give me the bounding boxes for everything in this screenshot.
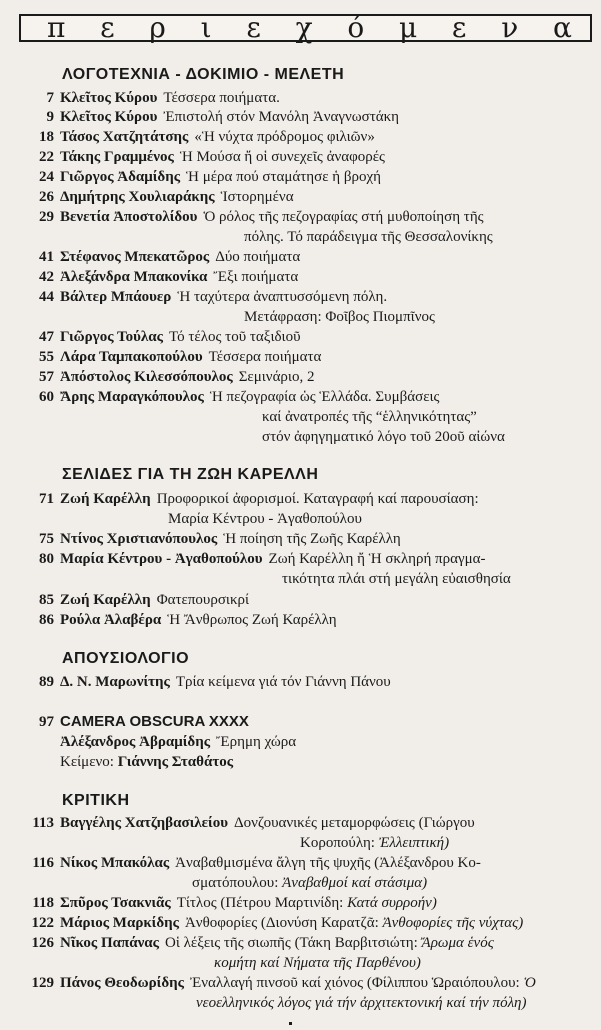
work-title-italic: Ἀναβαθμοί καί στάσιμα): [282, 875, 428, 891]
toc-entry: [14, 288, 589, 307]
toc-entry: [14, 328, 589, 347]
title-letter: π: [47, 11, 66, 44]
work-title-italic: Ὁ: [523, 975, 536, 991]
page-number: 85: [39, 592, 54, 608]
page-number: 41: [39, 249, 54, 265]
page-number: 60: [39, 389, 54, 405]
page-number: 29: [39, 209, 54, 225]
author: Βενετία Ἀποστολίδου: [60, 209, 198, 225]
section-heading: ΑΠΟΥΣΙΟΛΟΓΙΟ: [62, 650, 190, 667]
page-number: 71: [39, 491, 54, 507]
work-title: Ἡ πεζογραφία ὡς Ἑλλάδα. Συμβάσεις: [209, 389, 440, 405]
author: Στέφανος Μπεκατῶρος: [60, 249, 210, 265]
work-title-continued: Μετάφραση: Φοῖβος Πιομπῖνος: [244, 309, 435, 325]
author: Δ. Ν. Μαρωνίτης: [60, 674, 170, 690]
author: Νίκος Μπακόλας: [60, 855, 170, 871]
toc-entry: [14, 934, 589, 953]
work-title: Δύο ποιήματα: [215, 249, 301, 265]
author: Ἀλεξάνδρα Μπακονίκα: [60, 269, 208, 285]
work-title: Προφορικοί ἀφορισμοί. Καταγραφή καί παρουσίαση:: [156, 491, 479, 507]
work-title: Οἱ λέξεις τῆς σιωπῆς (Τάκη Βαρβιτσιώτη:: [165, 935, 418, 951]
work-title: Ἡ ποίηση τῆς Ζωῆς Καρέλλη: [223, 531, 401, 547]
author: Γιῶργος Τούλας: [60, 329, 163, 345]
work-title: Ζωή Καρέλλη ἤ Ἡ σκληρή πραγμα-: [268, 551, 486, 567]
author: Ζωή Καρέλλη: [60, 491, 151, 507]
work-title: Τό τέλος τοῦ ταξιδιοῦ: [169, 329, 301, 345]
toc-entry: [14, 388, 589, 407]
page-number: 116: [32, 855, 54, 871]
work-title: Τρία κείμενα γιά τόν Γιάννη Πάνου: [175, 674, 391, 690]
page-number: 55: [39, 349, 54, 365]
section-heading: ΛΟΓΟΤΕΧΝΙΑ - ΔΟΚΙΜΙΟ - ΜΕΛΕΤΗ: [62, 66, 345, 83]
page-number: 86: [39, 612, 54, 628]
work-title-italic: Ἐλλειπτική): [378, 835, 450, 851]
toc-entry: [14, 530, 589, 549]
work-title-part: Κοροπούλη:: [300, 835, 375, 851]
work-title-continued: πόλης. Τό παράδειγμα τῆς Θεσσαλονίκης: [244, 229, 493, 245]
page-number: 129: [31, 975, 54, 991]
page-number: 80: [39, 551, 54, 567]
toc-entry: [14, 673, 589, 692]
section-heading: ΣΕΛΙΔΕΣ ΓΙΑ ΤΗ ΖΩΗ ΚΑΡΕΛΛΗ: [62, 466, 319, 483]
author: Ἀπόστολος Κιλεσσόπουλος: [60, 369, 233, 385]
work-title-continued: καί ἀνατροπές τῆς “ἑλληνικότητας”: [262, 409, 477, 425]
author: Βαγγέλης Χατζηβασιλείου: [60, 815, 228, 831]
title-letter: ε: [100, 11, 115, 44]
toc-entry: [14, 854, 589, 873]
page-number: 75: [39, 531, 54, 547]
toc-entry: [60, 753, 233, 772]
toc-entry: [14, 550, 589, 569]
title-letter: α: [552, 11, 572, 44]
page-number: 97: [39, 714, 54, 730]
page-number: 113: [32, 815, 54, 831]
author: Κλεῖτος Κύρου: [60, 109, 158, 125]
work-title: Τέσσερα ποιήματα.: [163, 90, 280, 106]
work-title: Ἱστορημένα: [220, 189, 294, 205]
work-title: «Ἡ νύχτα πρόδρομος φιλιῶν»: [194, 129, 375, 145]
title-letter: ρ: [149, 11, 166, 44]
work-title: Ἡ μέρα πού σταμάτησε ἡ βροχή: [186, 169, 381, 185]
page-number: 26: [39, 189, 54, 205]
page-number: 7: [46, 90, 54, 106]
toc-entry: [14, 348, 589, 367]
work-title: Τέσσερα ποιήματα: [208, 349, 322, 365]
page-title: [19, 11, 592, 44]
toc-entry: [14, 712, 589, 732]
work-title-continued: κομήτη καί Νήματα τῆς Παρθένου): [214, 955, 421, 971]
page-number: 89: [39, 674, 54, 690]
toc-entry: [14, 168, 589, 187]
work-title: Ἀνθοφορίες (Διονύση Καρατζᾶ:: [184, 915, 379, 931]
author: Ἄρης Μαραγκόπουλος: [60, 389, 204, 405]
page-number: 44: [39, 289, 54, 305]
toc-entry: [14, 368, 589, 387]
work-title: Ἡ Μούσα ἤ οἱ συνεχεῖς ἀναφορές: [179, 149, 385, 165]
page-number: 9: [46, 109, 54, 125]
author: Ντίνος Χριστιανόπουλος: [60, 531, 218, 547]
work-title: Ἡ Ἄνθρωπος Ζωή Καρέλλη: [167, 612, 337, 628]
page-mark: [289, 1022, 292, 1025]
page-number: 118: [32, 895, 54, 911]
toc-entry: [14, 268, 589, 287]
work-title: Δονζουανικές μεταμορφώσεις (Γιώργου: [233, 815, 475, 831]
work-title-continued: Μαρία Κέντρου - Ἀγαθοπούλου: [168, 511, 362, 527]
toc-entry: [14, 894, 589, 913]
toc-entry: [14, 208, 589, 227]
page-number: 126: [31, 935, 54, 951]
title-letter: ό: [347, 11, 365, 44]
work-title: Σεμινάριο, 2: [238, 369, 315, 385]
page-number: 24: [39, 169, 54, 185]
author: Πάνος Θεοδωρίδης: [60, 975, 184, 991]
page-number: 47: [39, 329, 54, 345]
page-number: 57: [39, 369, 54, 385]
toc-entry: [14, 814, 589, 833]
author: Σπῦρος Τσακνιᾶς: [60, 895, 171, 911]
toc-entry: [14, 248, 589, 267]
work-title-continued: τικότητα πλάι στή μεγάλη εὐαισθησία: [282, 571, 511, 587]
work-title-continued: νεοελληνικός λόγος γιά τήν ἀρχιτεκτονική καί τήν πόλη): [196, 995, 527, 1011]
page-number: 42: [39, 269, 54, 285]
author: Λάρα Ταμπακοπούλου: [60, 349, 203, 365]
author: Νῖκος Παπάνας: [60, 935, 159, 951]
toc-entry: [14, 490, 589, 509]
work-title: Ἀναβαθμισμένα ἄλγη τῆς ψυχῆς (Ἀλέξανδρου Κο-: [175, 855, 481, 871]
work-title: Φατεπουρσικρί: [156, 592, 250, 608]
credit-label: Κείμενο:: [60, 754, 114, 770]
author: Ζωή Καρέλλη: [60, 592, 151, 608]
title-letter: χ: [295, 11, 313, 44]
toc-entry: [14, 148, 589, 167]
section-heading: CAMERA OBSCURA XXXX: [60, 713, 249, 730]
author: Μάριος Μαρκίδης: [60, 915, 179, 931]
author: Γιῶργος Ἀδαμίδης: [60, 169, 181, 185]
work-title-italic: Ἄρωμα ἑνός: [421, 935, 494, 951]
author: Γιάννης Σταθάτος: [117, 754, 234, 770]
toc-entry: [14, 89, 589, 108]
author: Τάσος Χατζητάτσης: [60, 129, 189, 145]
work-title: Ἔξι ποιήματα: [213, 269, 299, 285]
work-title: Ἐναλλαγή πινσοῦ καί χιόνος (Φίλιππου Ὡραιόπουλου:: [189, 975, 520, 991]
work-title: Ἡ ταχύτερα ἀναπτυσσόμενη πόλη.: [177, 289, 388, 305]
toc-entry: [14, 974, 589, 993]
title-letter: ι: [200, 11, 212, 44]
toc-entry: [14, 128, 589, 147]
author: Ρούλα Ἀλαβέρα: [60, 612, 162, 628]
title-letter: ε: [246, 11, 261, 44]
work-title-continued: στόν ἀφηγηματικό λόγο τοῦ 20οῦ αἰώνα: [262, 429, 505, 445]
author: Βάλτερ Μπάουερ: [60, 289, 172, 305]
section-heading: ΚΡΙΤΙΚΗ: [62, 792, 130, 809]
work-title-continued: [300, 834, 449, 853]
title-letter: ε: [451, 11, 467, 44]
toc-entry: [14, 108, 589, 127]
work-title-part: σματόπουλου:: [192, 875, 279, 891]
page-number: 122: [31, 915, 54, 931]
work-title: Ἔρημη χώρα: [216, 734, 297, 750]
work-title: Ἐπιστολή στόν Μανόλη Ἀναγνωστάκη: [163, 109, 400, 125]
author: Ἀλέξανδρος Ἀβραμίδης: [60, 734, 211, 750]
work-title-italic: Κατά συρροήν): [347, 895, 437, 911]
page-number: 22: [39, 149, 54, 165]
toc-entry: [14, 611, 589, 630]
toc-entry: [60, 733, 296, 752]
work-title: Ὁ ρόλος τῆς πεζογραφίας στή μυθοποίηση τῆς: [203, 209, 484, 225]
title-letter: ν: [501, 11, 519, 44]
page-number: 18: [39, 129, 54, 145]
work-title-italic: Ἀνθοφορίες τῆς νύχτας): [382, 915, 524, 931]
author: Μαρία Κέντρου - Ἀγαθοπούλου: [60, 551, 263, 567]
author: Τάκης Γραμμένος: [60, 149, 174, 165]
toc-entry: [14, 591, 589, 610]
work-title-continued: [192, 874, 427, 893]
work-title: Τίτλος (Πέτρου Μαρτινίδη:: [176, 895, 344, 911]
author: Κλεῖτος Κύρου: [60, 90, 158, 106]
author: Δημήτρης Χουλιαράκης: [60, 189, 215, 205]
title-letter: μ: [398, 11, 418, 44]
toc-entry: [14, 188, 589, 207]
toc-entry: [14, 914, 589, 933]
